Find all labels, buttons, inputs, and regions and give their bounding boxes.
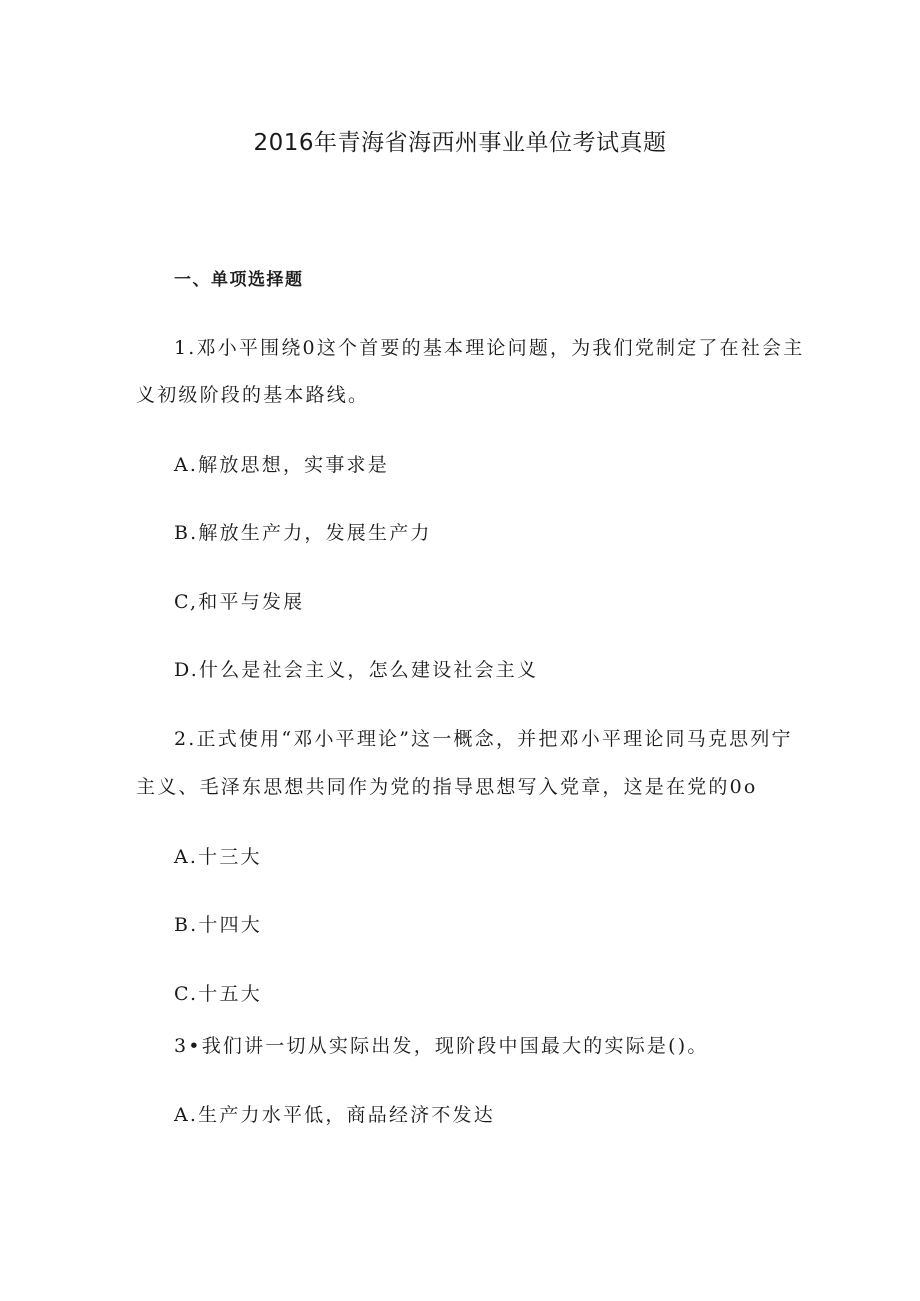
question-1-text-line-1: 1.邓小平围绕0这个首要的基本理论问题，为我们党制定了在社会主	[174, 337, 805, 359]
question-1-option-d: D.什么是社会主义，怎么建设社会主义	[174, 659, 539, 681]
question-1-option-c: C,和平与发展	[174, 591, 305, 613]
question-2-text-line-1: 2.正式使用“邓小平理论”这一概念，并把邓小平理论同马克思列宁	[174, 728, 793, 750]
question-3-text-line-1: 3•我们讲一切从实际出发，现阶段中国最大的实际是()。	[174, 1035, 709, 1057]
question-2-option-a: A.十三大	[174, 846, 262, 868]
question-2-option-c: C.十五大	[174, 983, 262, 1005]
question-1-option-b: B.解放生产力，发展生产力	[174, 522, 432, 544]
question-2-text-line-2: 主义、毛泽东思想共同作为党的指导思想写入党章，这是在党的0o	[136, 776, 758, 798]
document-title: 2016年青海省海西州事业单位考试真题	[253, 130, 667, 156]
question-2-option-b: B.十四大	[174, 914, 263, 936]
section-heading: 一、单项选择题	[174, 270, 304, 290]
question-1-option-a: A.解放思想，实事求是	[174, 454, 389, 476]
question-3-option-a: A.生产力水平低，商品经济不发达	[174, 1104, 495, 1126]
question-1-text-line-2: 义初级阶段的基本路线。	[136, 384, 370, 406]
